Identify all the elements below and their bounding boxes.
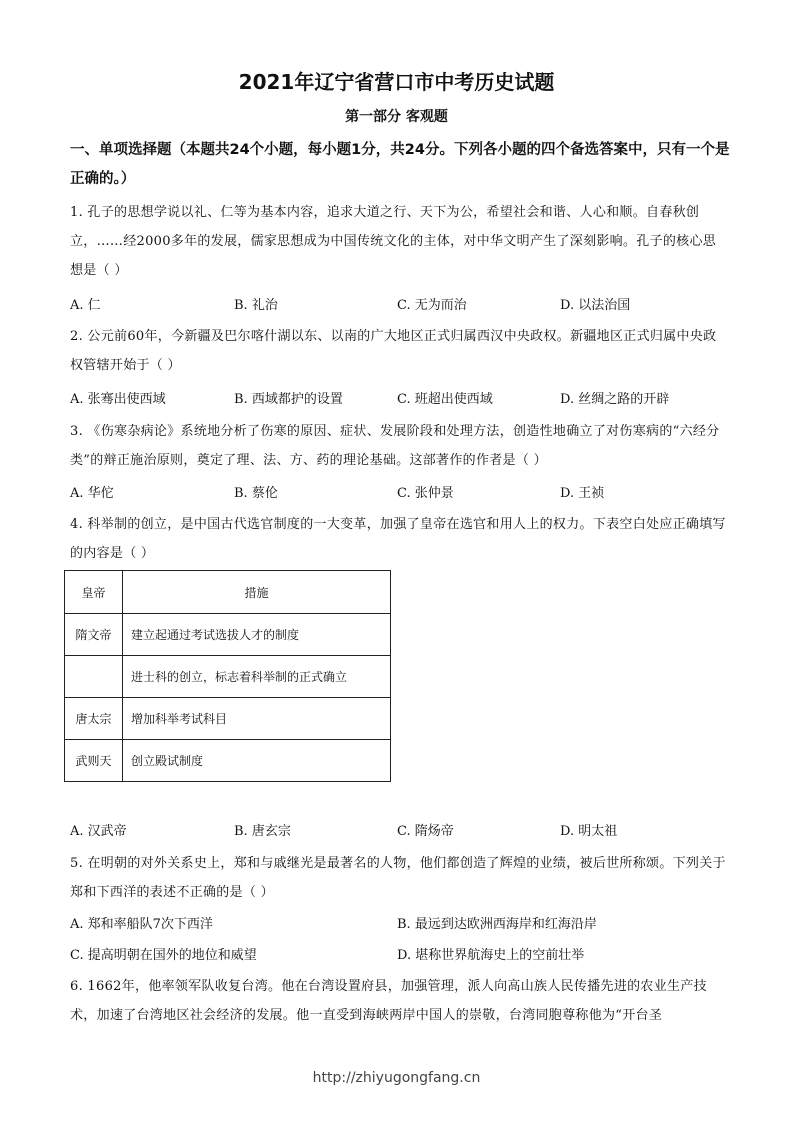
option-b: B. 蔡伦 (234, 486, 278, 501)
option-c: C. 无为而治 (397, 298, 467, 313)
question-4-options (70, 820, 726, 846)
table-cell: 增加科举考试科目 (123, 698, 391, 740)
page-title: 2021年辽宁省营口市中考历史试题 (238, 70, 555, 94)
option-b: B. 西域都护的设置 (234, 392, 343, 407)
table-cell-blank (65, 656, 123, 698)
question-3-stem: 3. 《伤寒杂病论》系统地分析了伤寒的原因、症状、发展阶段和处理方法，创造性地确立了对伤寒病的“六经分类”的辩正施治原则，奠定了理、法、方、药的理论基础。这部著作的作者是（ ） (70, 424, 720, 468)
question-4-stem: 4. 科举制的创立，是中国古代选官制度的一大变革，加强了皇帝在选官和用人上的权力。下表空白处应正确填写的内容是（ ） (70, 517, 726, 561)
option-d: D. 明太祖 (560, 824, 618, 839)
option-a: A. 郑和率船队7次下西洋 (70, 917, 213, 932)
table-header-cell: 皇帝 (65, 571, 123, 614)
option-a: A. 仁 (70, 298, 101, 313)
table-header-row (65, 571, 391, 614)
option-d: D. 丝绸之路的开辟 (560, 392, 670, 407)
question-5-stem: 5. 在明朝的对外关系史上，郑和与戚继光是最著名的人物，他们都创造了辉煌的业绩，被后世所称颂。下列关于郑和下西洋的表述不正确的是（ ） (70, 856, 726, 900)
table-cell: 隋文帝 (65, 614, 123, 656)
table-row (65, 614, 391, 656)
footer-url: http://zhiyugongfang.cn (312, 1070, 481, 1086)
option-a: A. 张骞出使西域 (70, 392, 166, 407)
option-c: C. 张仲景 (397, 486, 454, 501)
option-c: C. 隋炀帝 (397, 824, 454, 839)
question-1-options (70, 294, 726, 320)
table-cell: 进士科的创立，标志着科举制的正式确立 (123, 656, 391, 698)
option-a: A. 汉武帝 (70, 824, 127, 839)
option-d: D. 王祯 (560, 486, 605, 501)
option-a: A. 华佗 (70, 486, 114, 501)
table-row (65, 656, 391, 698)
question-3-options (70, 482, 726, 508)
part-heading: 第一部分 客观题 (345, 109, 448, 125)
option-c: C. 提高明朝在国外的地位和威望 (70, 948, 257, 963)
table-cell: 武则天 (65, 740, 123, 782)
question-5-options-row2 (70, 944, 726, 970)
table-row (65, 740, 391, 782)
option-b: B. 唐玄宗 (234, 824, 291, 839)
question-4-table (64, 570, 391, 782)
table-header-cell: 措施 (123, 571, 391, 614)
option-d: D. 以法治国 (560, 298, 631, 313)
table-cell: 建立起通过考试选拔人才的制度 (123, 614, 391, 656)
question-5-options-row1 (70, 913, 726, 939)
question-6-stem: 6. 1662年，他率领军队收复台湾。他在台湾设置府县，加强管理，派人向高山族人民传播先进的农业生产技术，加速了台湾地区社会经济的发展。他一直受到海峡两岸中国人的崇敬，台湾同胞尊称他为“开台圣 (70, 979, 707, 1023)
option-b: B. 最远到达欧洲西海岸和红海沿岸 (397, 917, 597, 932)
option-c: C. 班超出使西域 (397, 392, 493, 407)
question-2-stem: 2. 公元前60年，今新疆及巴尔喀什湖以东、以南的广大地区正式归属西汉中央政权。新疆地区正式归属中央政权管辖开始于（ ） (70, 329, 717, 373)
question-1-stem: 1. 孔子的思想学说以礼、仁等为基本内容，追求大道之行、天下为公，希望社会和谐、人心和顺。自春秋创立，……经2000多年的发展，儒家思想成为中国传统文化的主体，对中华文明产生了深刻影响。孔子的核心思想是（ ） (70, 205, 717, 278)
section-heading: 一、单项选择题（本题共24个小题，每小题1分，共24分。下列各小题的四个备选答案中，只有一个是正确的。） (70, 142, 730, 187)
table-cell: 唐太宗 (65, 698, 123, 740)
option-d: D. 堪称世界航海史上的空前壮举 (397, 948, 585, 963)
question-2-options (70, 388, 726, 414)
table-row (65, 698, 391, 740)
table-cell: 创立殿试制度 (123, 740, 391, 782)
option-b: B. 礼治 (234, 298, 278, 313)
